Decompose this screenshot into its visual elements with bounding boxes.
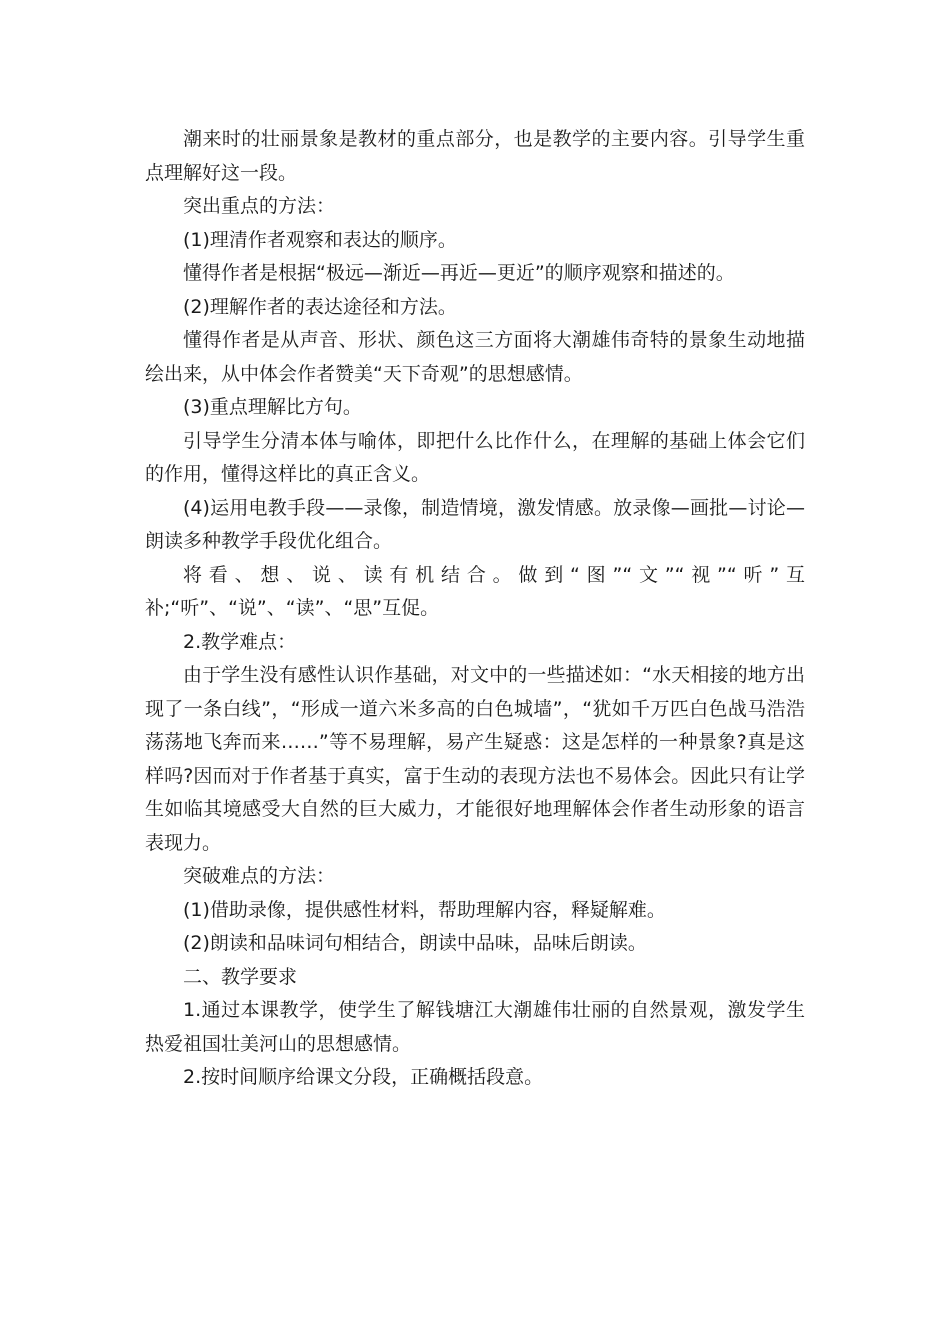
paragraph: 将看、想、说、读有机结合。做到“图”“文”“视”“听”互补;“听”、“说”、“读”、“思”互促。 — [145, 563, 805, 619]
paragraph: (2)理解作者的表达途径和方法。 — [183, 295, 457, 318]
paragraph: (1)借助录像，提供感性材料，帮助理解内容，释疑解难。 — [183, 898, 666, 921]
paragraph: 懂得作者是从声音、形状、颜色这三方面将大潮雄伟奇特的景象生动地描绘出来，从中体会作者赞美“天下奇观”的思想感情。 — [145, 329, 805, 385]
paragraph: 引导学生分清本体与喻体，即把什么比作什么，在理解的基础上体会它们的作用，懂得这样比的真正含义。 — [145, 429, 805, 485]
document-body — [145, 123, 805, 1095]
paragraph: 突出重点的方法： — [183, 195, 336, 217]
paragraph: 突破难点的方法： — [183, 865, 336, 887]
paragraph: (2)朗读和品味词句相结合，朗读中品味，品味后朗读。 — [183, 932, 647, 954]
paragraph: 2.按时间顺序给课文分段，正确概括段意。 — [183, 1066, 544, 1088]
paragraph: 1.通过本课教学，使学生了解钱塘江大潮雄伟壮丽的自然景观，激发学生热爱祖国壮美河山的思想感情。 — [145, 999, 805, 1055]
paragraph: (3)重点理解比方句。 — [183, 396, 362, 418]
section-heading: 二、教学要求 — [183, 965, 298, 988]
paragraph: 懂得作者是根据“极远—渐近—再近—更近”的顺序观察和描述的。 — [183, 262, 735, 284]
paragraph: 潮来时的壮丽景象是教材的重点部分，也是教学的主要内容。引导学生重点理解好这一段。 — [145, 128, 805, 184]
paragraph: 2.教学难点： — [183, 630, 297, 653]
paragraph: 由于学生没有感性认识作基础，对文中的一些描述如：“水天相接的地方出现了一条白线”，“形成一道六米多高的白色城墙”，“犹如千万匹白色战马浩浩荡荡地飞奔而来……”等不易理解，易产生疑惑：这是怎样的一种景象?真是这样吗?因而对于作者基于真实，富于生动的表现方法也不易体会。因此只有让学生如临其境感受大自然的巨大威力，才能很好地理解体会作者生动形象的语言表现力。 — [145, 664, 805, 854]
paragraph: (4)运用电教手段——录像，制造情境，激发情感。放录像—画批—讨论—朗读多种教学手段优化组合。 — [145, 496, 805, 552]
paragraph: (1)理清作者观察和表达的顺序。 — [183, 228, 457, 251]
